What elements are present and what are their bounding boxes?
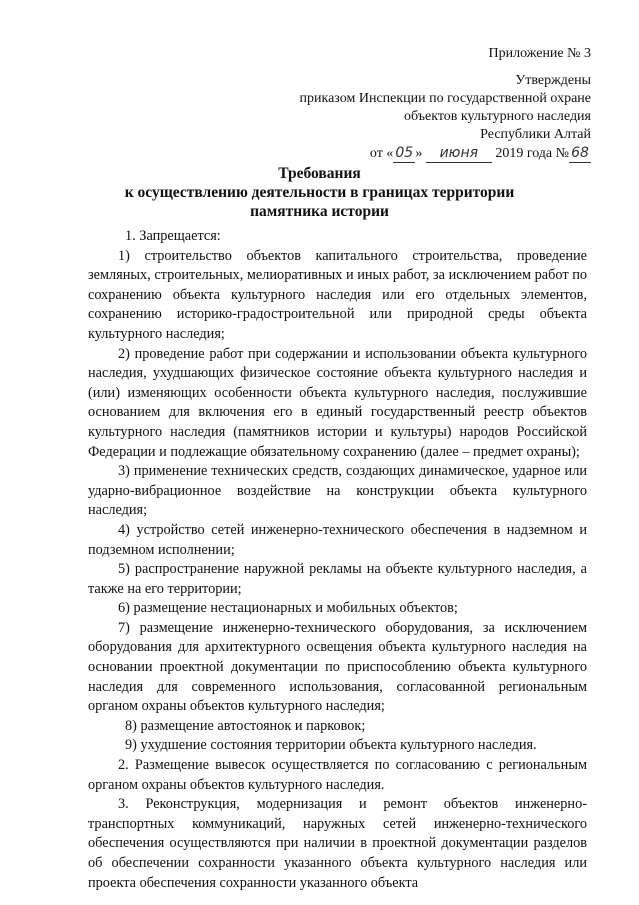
date-suffix: 2019 года № [495, 146, 569, 161]
order-number-handwritten: 68 [569, 144, 591, 163]
approval-line: Утверждены [515, 73, 591, 88]
approval-line: приказом Инспекции по государственной охране [299, 91, 591, 106]
approval-block [300, 72, 591, 163]
date-month-handwritten: июня [426, 144, 492, 163]
approval-date-line [300, 144, 591, 163]
date-mid: » [415, 146, 423, 161]
approval-line: Республики Алтай [480, 127, 591, 142]
date-day-handwritten: 05 [393, 144, 415, 163]
document-title [0, 164, 639, 221]
title-line: памятника истории [250, 203, 389, 220]
list-item: 5) распространение наружной рекламы на объекте культурного наследия, а также на его территории; [88, 561, 587, 597]
section-paragraph: 3. Реконструкция, модернизация и ремонт объектов инженерно-транспортных коммуникаций, наружных сетей инженерно-технического обеспечения осуществляются при наличии в проектной документации разделов об обеспечении сохранности указанного объекта культурного наследия или проекта обеспечения сохранности указанного объекта [88, 796, 587, 891]
list-item: 8) размещение автостоянок и парковок; [125, 717, 366, 734]
approval-line: объектов культурного наследия [403, 109, 591, 124]
list-item: 3) применение технических средств, создающих динамическое, ударное или ударно-вибрационное воздействие на конструкции объекта культурного наследия; [88, 463, 587, 519]
section-heading: 1. Запрещается: [125, 228, 221, 244]
list-item: 2) проведение работ при содержании и использовании объекта культурного наследия, ухудшающих физическое состояние объекта культурного наследия и (или) изменяющих особенности объекта культурного наследия, послужившие основанием для включения его в единый государственный реестр объектов культурного наследия (памятников истории и культуры) народов Российской Федерации и подлежащие обязательному сохранению (далее – предмет охраны); [88, 345, 587, 460]
list-item: 1) строительство объектов капитального строительства, проведение земляных, строительных, мелиоративных и иных работ, за исключением работ по сохранению объекта культурного наследия или его отдельных элементов, сохранению историко-градостроительной или природной среды объекта культурного наследия; [88, 247, 587, 342]
appendix-label: Приложение № 3 [488, 46, 591, 61]
date-prefix: от « [369, 146, 394, 161]
document-body [88, 227, 587, 893]
section-paragraph: 2. Размещение вывесок осуществляется по согласованию с региональным органом охраны объектов культурного наследия. [88, 757, 587, 793]
title-line: Требования [278, 165, 361, 182]
list-item: 6) размещение нестационарных и мобильных объектов; [118, 600, 458, 617]
list-item: 4) устройство сетей инженерно-технического обеспечения в надземном и подземном исполнении; [88, 521, 587, 558]
list-item: 9) ухудшение состояния территории объекта культурного наследия. [125, 737, 537, 754]
title-line: к осуществлению деятельности в границах территории [124, 184, 515, 201]
list-item: 7) размещение инженерно-технического оборудования, за исключением оборудования для архитектурного освещения объекта культурного наследия на основании проектной документации по приспособлению объекта культурного наследия для современного использования, согласованной региональным органом охраны объектов культурного наследия; [88, 619, 587, 715]
